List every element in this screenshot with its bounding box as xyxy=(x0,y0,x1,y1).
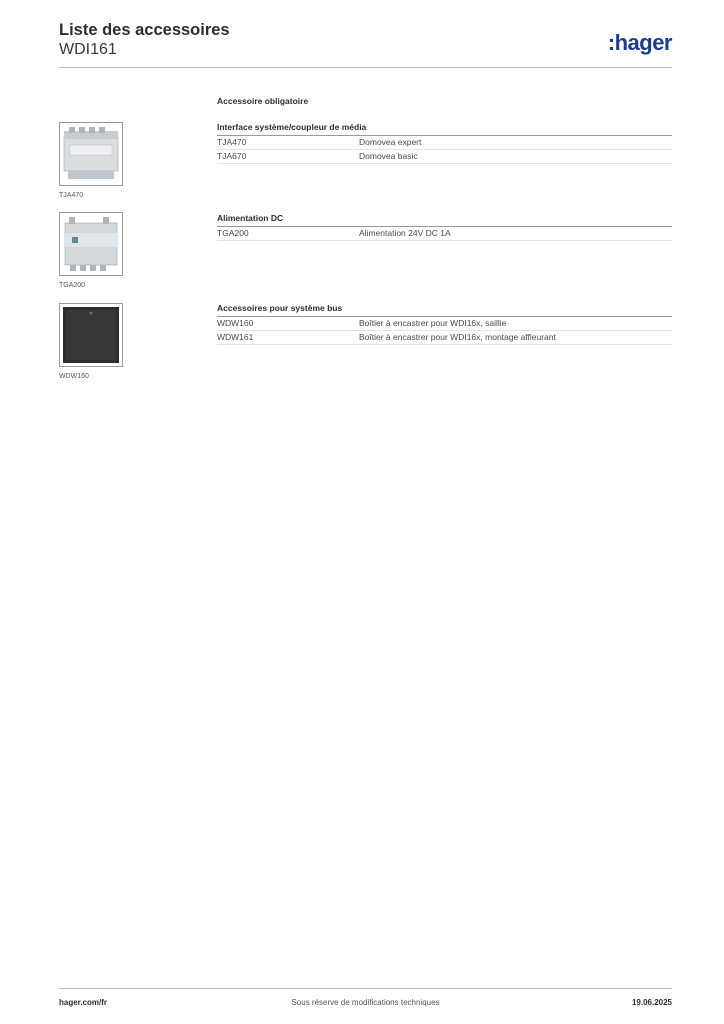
footer-date: 19.06.2025 xyxy=(631,998,672,1007)
article-code: WDW161 xyxy=(217,332,254,342)
article-description: Domovea basic xyxy=(359,151,418,161)
product-image-tja470 xyxy=(59,122,123,186)
table-row xyxy=(217,331,672,345)
article-code: TJA670 xyxy=(217,151,247,161)
article-code: WDW160 xyxy=(217,318,254,328)
page-title: Liste des accessoires xyxy=(59,21,230,39)
section-label: Accessoire obligatoire xyxy=(217,96,309,106)
group-heading: Interface système/coupleur de média xyxy=(217,122,672,136)
table-row xyxy=(217,136,672,150)
product-image-wdw160 xyxy=(59,303,123,367)
footer-notice: Sous réserve de modifications techniques xyxy=(291,998,440,1007)
footer-divider xyxy=(59,988,672,989)
product-caption: TJA470 xyxy=(59,192,84,199)
article-description: Domovea expert xyxy=(359,137,422,147)
header-divider xyxy=(59,67,672,68)
product-caption: TGA200 xyxy=(59,282,86,289)
page-subtitle: WDI161 xyxy=(59,41,117,58)
product-caption: WDW160 xyxy=(59,373,89,380)
article-description: Alimentation 24V DC 1A xyxy=(359,228,451,238)
hager-logo: :hager xyxy=(607,30,672,55)
group-heading: Accessoires pour système bus xyxy=(217,303,672,317)
group-power-supply xyxy=(217,213,672,241)
table-row xyxy=(217,227,672,241)
article-description: Boîtier à encastrer pour WDI16x, montage affleurant xyxy=(359,332,556,342)
table-row xyxy=(217,317,672,331)
group-bus-accessories xyxy=(217,303,672,345)
article-description: Boîtier à encastrer pour WDI16x, saillie xyxy=(359,318,507,328)
page-header xyxy=(59,20,672,59)
product-image-tga200 xyxy=(59,212,123,276)
article-code: TGA200 xyxy=(217,228,249,238)
group-interface xyxy=(217,122,672,164)
group-heading: Alimentation DC xyxy=(217,213,672,227)
article-code: TJA470 xyxy=(217,137,247,147)
table-row xyxy=(217,150,672,164)
footer-website-link[interactable]: hager.com/fr xyxy=(59,998,108,1007)
